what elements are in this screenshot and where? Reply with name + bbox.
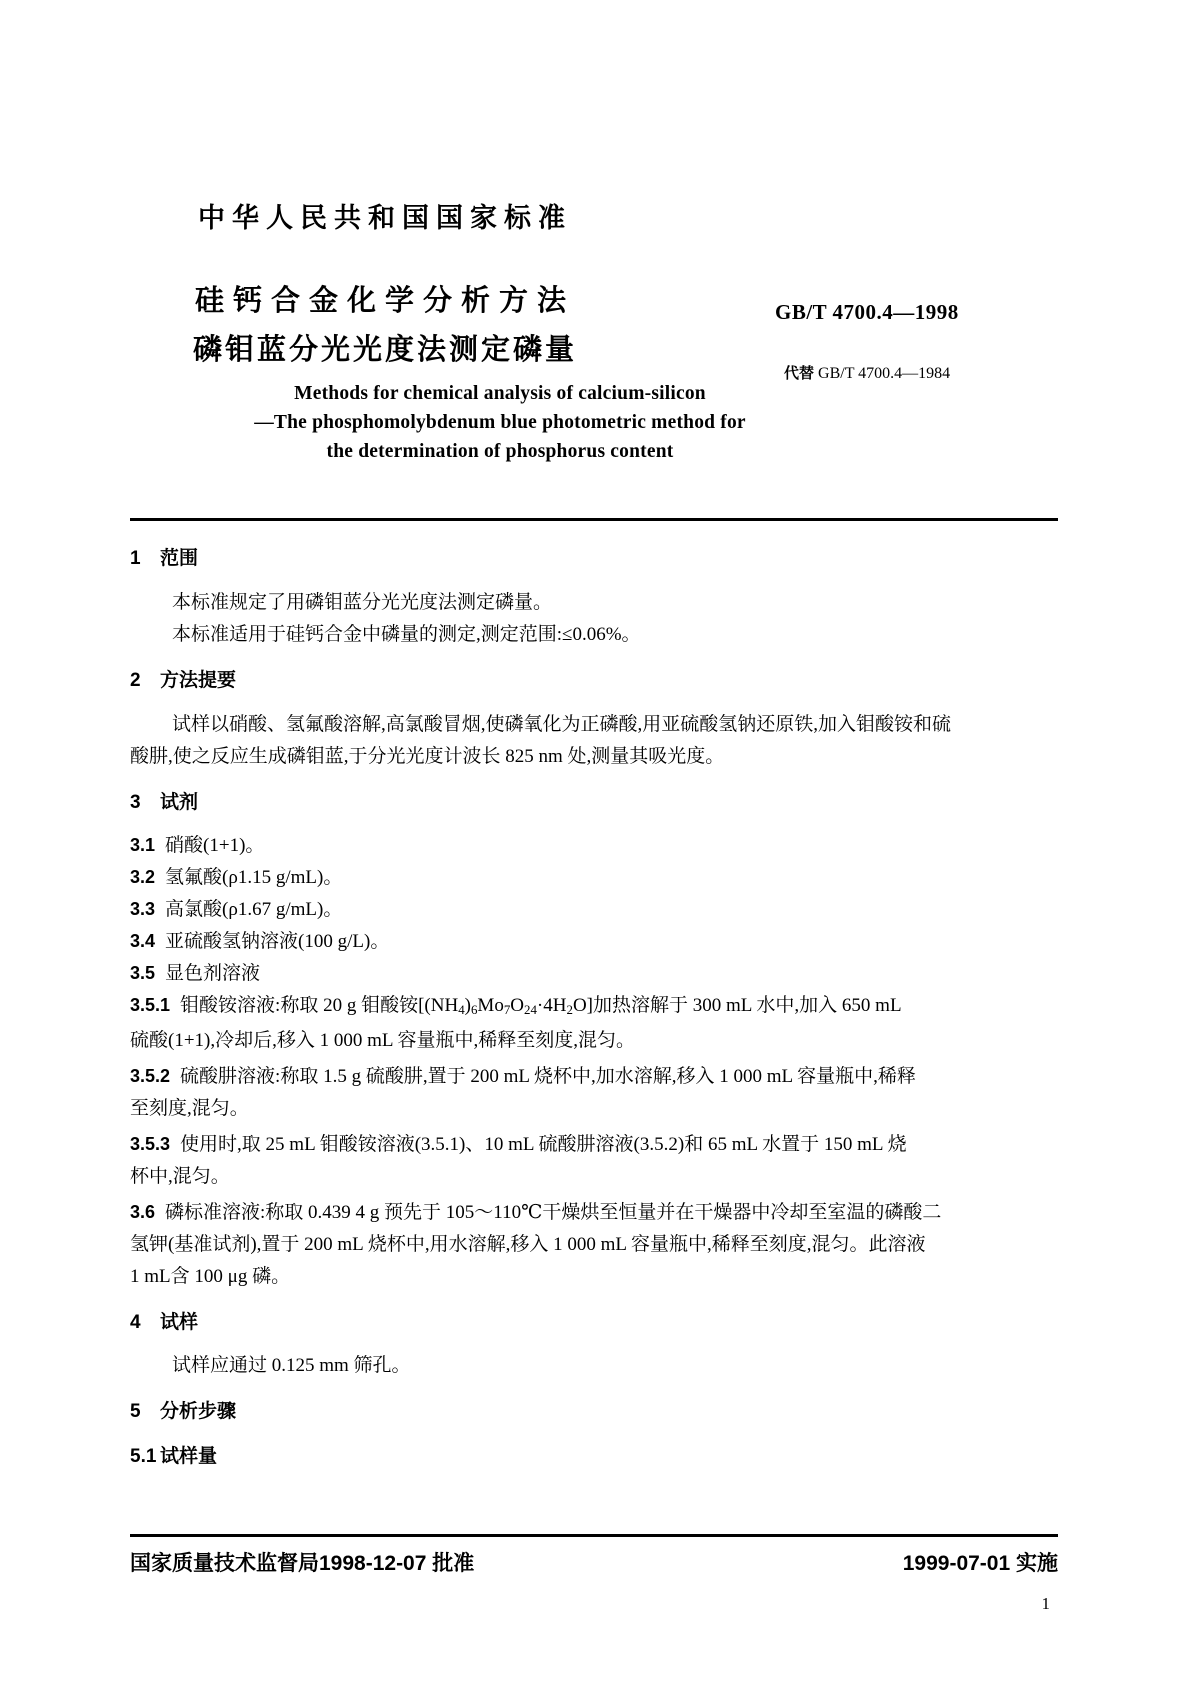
reagent-3-5-2-label: 3.5.2: [130, 1065, 171, 1086]
reagent-item-3-5-2: [130, 1067, 1058, 1086]
replaces-label: 代替: [784, 365, 815, 382]
section-5-1-number: 5.1: [130, 1446, 157, 1468]
reagent-3-5-text: 显色剂溶液: [165, 963, 261, 985]
approval-statement: 国家质量技术监督局1998-12-07 批准: [130, 1552, 475, 1575]
section-4-number: 4: [130, 1311, 141, 1333]
reagent-3-5-1-text-part3: Mo: [477, 995, 504, 1017]
section-1-paragraph-2: 本标准适用于硅钙合金中磷量的测定,测定范围:≤0.06%。: [172, 623, 641, 645]
reagent-3-3-label: 3.3: [130, 899, 156, 920]
document-body: [130, 548, 1058, 1469]
formula-sub-h2o: 2: [566, 1002, 573, 1018]
document-title-en-line1: Methods for chemical analysis of calcium-silicon: [294, 383, 706, 404]
reagent-3-5-2-line1: 硫酸肼溶液:称取 1.5 g 硫酸肼,置于 200 mL 烧杯中,加水溶解,移入 1 000 mL 容量瓶中,稀释: [180, 1065, 916, 1087]
formula-sub-mo7: 7: [503, 1002, 511, 1018]
reagent-3-5-label: 3.5: [130, 963, 156, 984]
section-2-paragraph-line1: 试样以硝酸、氢氟酸溶解,高氯酸冒烟,使磷氧化为正磷酸,用亚硫酸氢钠还原铁,加入钼酸铵和硫: [172, 713, 952, 735]
page-number: 1: [1041, 1594, 1050, 1613]
reagent-3-5-2-line2: 至刻度,混匀。: [130, 1097, 249, 1119]
reagent-3-5-3-label: 3.5.3: [130, 1133, 171, 1154]
formula-sub-6: 6: [470, 1002, 478, 1018]
replaced-standard: [784, 362, 1104, 383]
reagent-item-3-5: [130, 964, 1058, 983]
reagent-3-4-label: 3.4: [130, 931, 156, 952]
section-3-number: 3: [130, 791, 141, 813]
reagent-3-5-1-text-part1: 钼酸铵溶液:称取 20 g 钼酸铵[(NH: [180, 995, 459, 1017]
section-heading-3: [130, 792, 1058, 815]
reagent-3-6-line3: 1 mL含 100 μg 磷。: [130, 1265, 291, 1287]
section-5-number: 5: [130, 1401, 141, 1423]
reagent-item-3-1: [130, 836, 1058, 855]
reagent-3-6-label: 3.6: [130, 1201, 156, 1222]
section-heading-5-1: [130, 1446, 1058, 1469]
reagent-3-5-1-label: 3.5.1: [130, 995, 171, 1016]
reagent-3-5-3-line1: 使用时,取 25 mL 钼酸铵溶液(3.5.1)、10 mL 硫酸肼溶液(3.5.2)和 65 mL 水置于 150 mL 烧: [180, 1133, 907, 1155]
section-5-title: 分析步骤: [160, 1401, 237, 1423]
section-1-title: 范围: [160, 548, 199, 569]
section-4-paragraph-1: 试样应通过 0.125 mm 筛孔。: [172, 1355, 411, 1377]
reagent-3-5-1-text-part2: ): [464, 995, 471, 1017]
formula-sub-o24: 24: [524, 1002, 537, 1018]
reagent-3-5-1-line2: 硫酸(1+1),冷却后,移入 1 000 mL 容量瓶中,稀释至刻度,混匀。: [130, 1029, 636, 1051]
footer-divider-rule: [130, 1534, 1058, 1537]
reagent-3-6-line2: 氢钾(基准试剂),置于 200 mL 烧杯中,用水溶解,移入 1 000 mL 容量瓶中,稀释至刻度,混匀。此溶液: [130, 1233, 926, 1255]
reagent-item-3-5-1: [130, 996, 1058, 1017]
section-5-1-title: 试样量: [160, 1446, 218, 1468]
section-2-paragraph-line2: 酸肼,使之反应生成磷钼蓝,于分光光度计波长 825 nm 处,测量其吸光度。: [130, 745, 725, 767]
reagent-3-5-3-line2: 杯中,混匀。: [130, 1165, 230, 1187]
reagent-3-1-label: 3.1: [130, 835, 156, 856]
reagent-3-5-1-text-part5: ·4H: [536, 995, 567, 1017]
replaces-number: GB/T 4700.4—1984: [818, 365, 951, 382]
national-standard-heading: 中华人民共和国国家标准: [198, 203, 572, 233]
section-heading-1: [130, 548, 1058, 571]
section-heading-4: [130, 1312, 1058, 1335]
section-1-number: 1: [130, 548, 141, 569]
reagent-3-2-label: 3.2: [130, 867, 156, 888]
section-3-title: 试剂: [160, 791, 199, 813]
document-title-cn-line1: 硅钙合金化学分析方法: [194, 285, 575, 317]
section-heading-5: [130, 1401, 1058, 1424]
formula-sub-nh4: 4: [458, 1002, 465, 1018]
header-divider-rule: [130, 518, 1058, 521]
document-title-en-line3: the determination of phosphorus content: [326, 441, 674, 462]
reagent-item-3-6: [130, 1203, 1058, 1222]
reagent-item-3-3: [130, 900, 1058, 919]
reagent-3-5-1-text-part4: O: [510, 995, 525, 1017]
reagent-item-3-4: [130, 932, 1058, 951]
implementation-statement: 1999-07-01 实施: [902, 1552, 1058, 1575]
reagent-item-3-5-3: [130, 1135, 1058, 1154]
section-1-paragraph-1: 本标准规定了用磷钼蓝分光光度法测定磷量。: [172, 591, 553, 613]
reagent-3-5-1-text-part6: O]加热溶解于 300 mL 水中,加入 650 mL: [572, 995, 902, 1017]
reagent-3-6-line1: 磷标准溶液:称取 0.439 4 g 预先于 105～110℃干燥烘至恒量并在干燥器中冷却至室温的磷酸二: [165, 1201, 942, 1223]
standard-number: GB/T 4700.4—1998: [775, 300, 959, 324]
reagent-3-2-text: 氢氟酸(ρ1.15 g/mL)。: [165, 867, 343, 889]
reagent-item-3-2: [130, 868, 1058, 887]
reagent-3-3-text: 高氯酸(ρ1.67 g/mL)。: [165, 899, 343, 921]
section-heading-2: [130, 670, 1058, 693]
reagent-3-4-text: 亚硫酸氢钠溶液(100 g/L)。: [165, 931, 390, 953]
section-2-number: 2: [130, 669, 141, 691]
document-title-en-line2: —The phosphomolybdenum blue photometric method for: [254, 412, 746, 433]
document-title-cn-line2: 磷钼蓝分光光度法测定磷量: [192, 334, 577, 366]
section-2-title: 方法提要: [160, 669, 237, 691]
section-4-title: 试样: [160, 1311, 199, 1333]
reagent-3-1-text: 硝酸(1+1)。: [165, 835, 265, 857]
